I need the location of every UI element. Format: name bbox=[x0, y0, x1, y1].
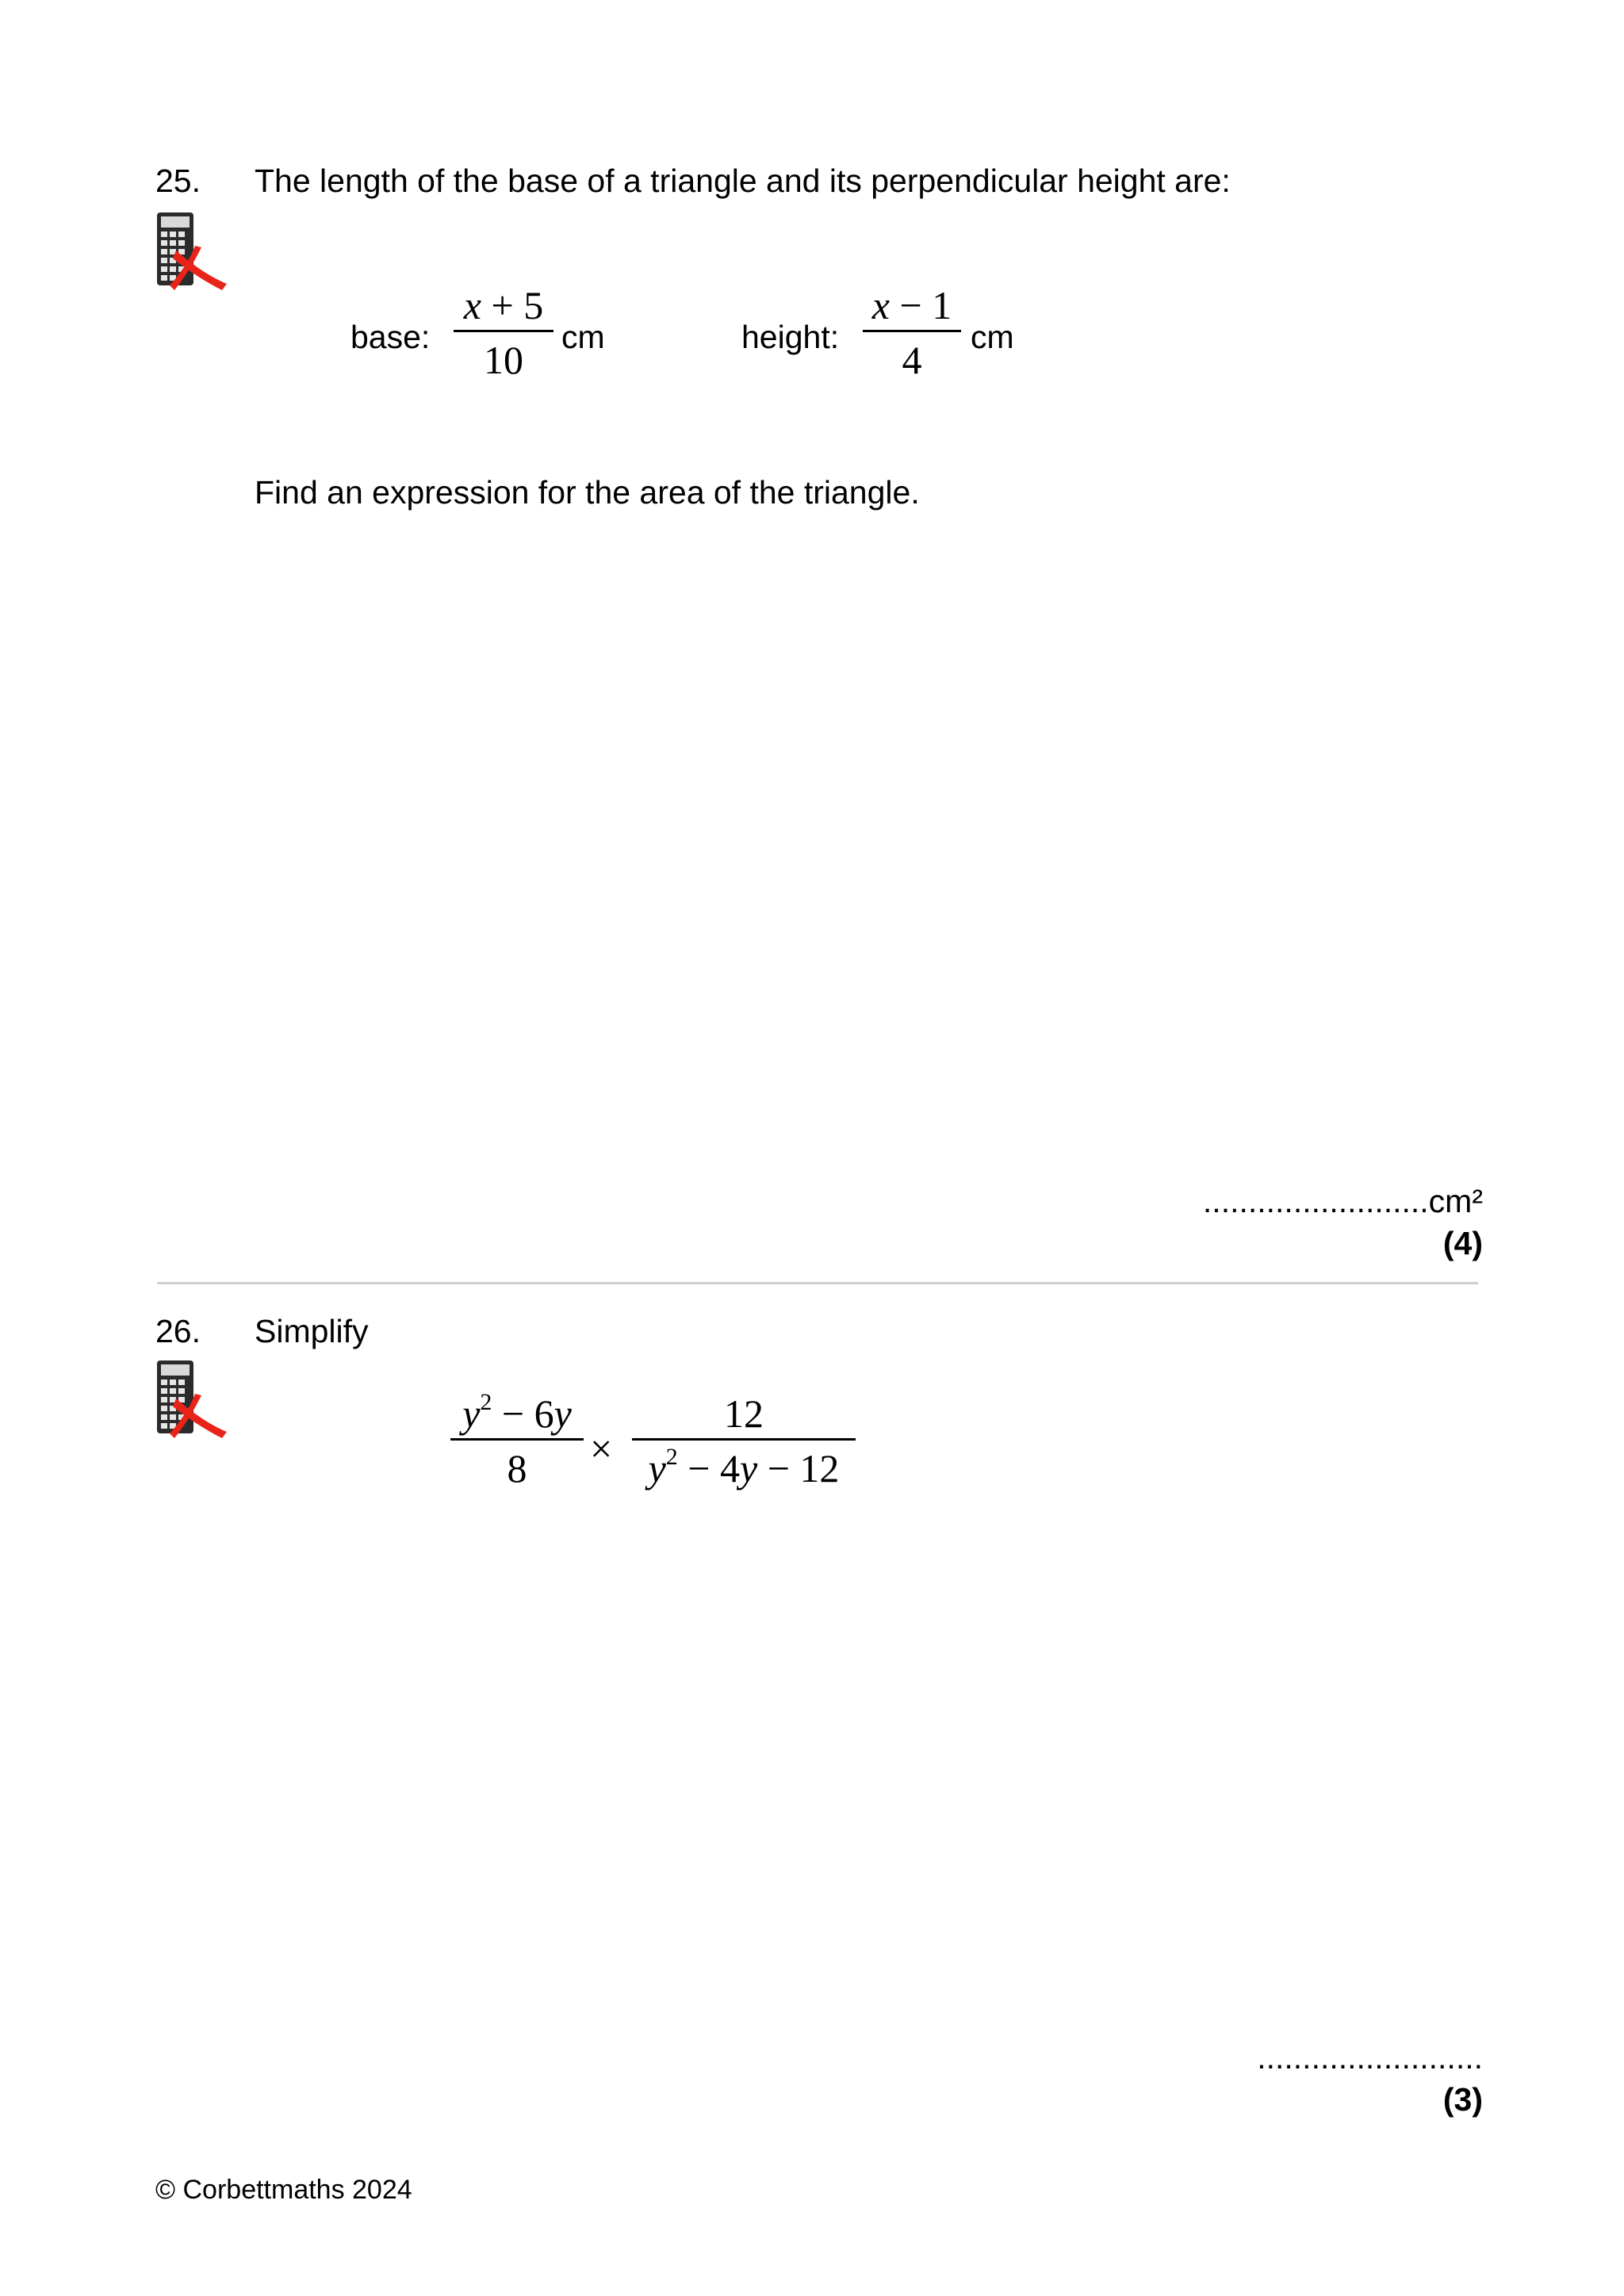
height-numerator: x − 1 bbox=[871, 283, 952, 327]
question-25-text: The length of the base of a triangle and its perpendicular height are: bbox=[255, 163, 1231, 199]
no-calculator-icon bbox=[155, 211, 232, 293]
fraction-bar bbox=[863, 330, 961, 332]
height-unit: cm bbox=[971, 319, 1014, 355]
question-26-marks: (3) bbox=[1442, 2081, 1483, 2118]
first-fraction-numerator: $y^2 - 6y$ bbox=[462, 1389, 572, 1436]
question-25-marks: (4) bbox=[1442, 1225, 1483, 1261]
base-numerator: x + 5 bbox=[463, 283, 544, 327]
copyright-footer: © Corbettmaths 2024 bbox=[155, 2175, 412, 2205]
height-denominator: 4 bbox=[902, 338, 922, 382]
height-label: height: bbox=[741, 319, 840, 355]
base-fraction bbox=[454, 285, 553, 380]
fraction-bar bbox=[632, 1438, 856, 1441]
fraction-bar bbox=[454, 330, 553, 332]
base-denominator: 10 bbox=[484, 338, 523, 382]
question-25-instruction: Find an expression for the area of the triangle. bbox=[255, 474, 920, 511]
height-fraction bbox=[863, 285, 961, 380]
first-fraction-denominator: 8 bbox=[507, 1446, 527, 1490]
no-calculator-icon bbox=[155, 1359, 232, 1441]
second-fraction-denominator: $y^2 - 4y - 12$ bbox=[648, 1444, 840, 1490]
first-fraction bbox=[450, 1389, 584, 1490]
question-25-answer-line[interactable]: .........................cm² bbox=[1202, 1183, 1483, 1219]
question-26-number: 26. bbox=[155, 1313, 201, 1349]
question-26-answer-line[interactable]: ......................... bbox=[1257, 2039, 1483, 2076]
base-label: base: bbox=[350, 319, 431, 355]
multiply-sign: × bbox=[590, 1426, 613, 1471]
fraction-bar bbox=[450, 1438, 584, 1441]
base-unit: cm bbox=[561, 319, 605, 355]
second-fraction bbox=[632, 1391, 856, 1490]
question-divider bbox=[157, 1282, 1478, 1284]
question-26-text: Simplify bbox=[255, 1313, 369, 1349]
second-fraction-numerator: 12 bbox=[724, 1391, 764, 1436]
question-25-number: 25. bbox=[155, 163, 201, 199]
